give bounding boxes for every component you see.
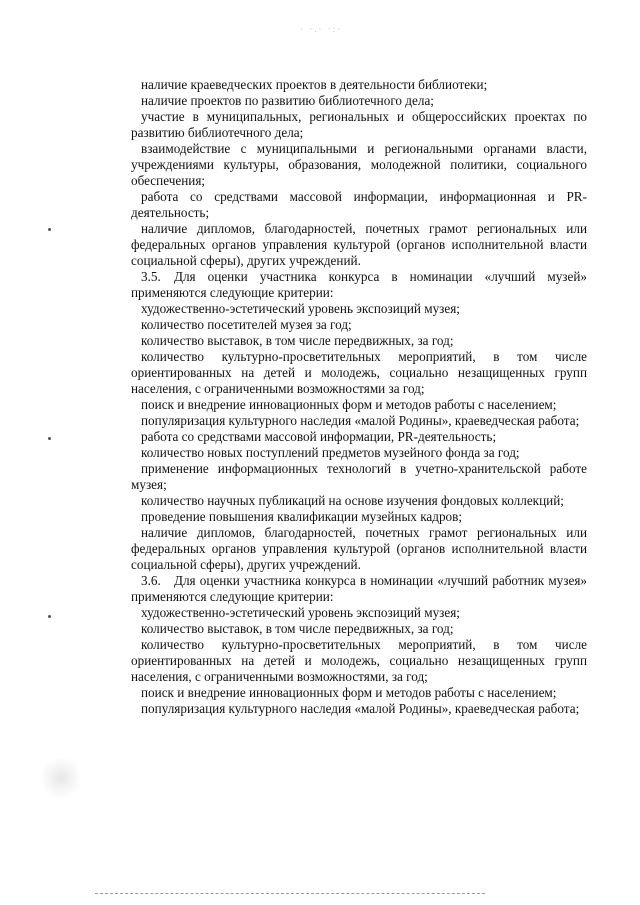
criterion-item: популяризация культурного наследия «малой Родины», краеведческая работа; [141, 701, 580, 716]
criterion-item: наличие краеведческих проектов в деятельности библиотеки; [141, 77, 488, 92]
criterion-item: количество культурно-просветительных мероприятий, в том числе ориентированных на детей и молодежь, социально незащищенных групп населения, с ограниченными возможностями, за год; [131, 637, 587, 684]
criterion-item: применение информационных технологий в учетно-хранительской работе музея; [131, 461, 587, 492]
criterion-item: проведение повышения квалификации музейных кадров; [141, 509, 463, 524]
criterion-item: участие в муниципальных, региональных и общероссийских проектах по развитию библиотечного дела; [131, 109, 587, 140]
criterion-item: поиск и внедрение инновационных форм и методов работы с населением; [141, 685, 557, 700]
document-body [131, 77, 587, 717]
scan-bottom-edge [95, 893, 485, 894]
criterion-item: наличие дипломов, благодарностей, почетных грамот региональных или федеральных органов управления культурой (органов исполнительной власти социальной сферы), других учреждений. [131, 525, 587, 572]
criterion-item: количество выставок, в том числе передвижных, за год; [141, 621, 454, 636]
section-3-6-heading: 3.6. Для оценки участника конкурса в номинации «лучший работник музея» применяются следующие критерии: [131, 573, 587, 604]
criterion-item: работа со средствами массовой информации, информационная и PR-деятельность; [131, 189, 587, 220]
criterion-item: взаимодействие с муниципальными и региональными органами власти, учреждениями культуры, образования, молодежной политики, социального обеспечения; [131, 141, 587, 188]
scan-artifact-top: · ·.· ·:· [300, 24, 343, 34]
binding-hole-mark [48, 615, 51, 618]
scan-smudge [38, 758, 84, 798]
binding-hole-mark [48, 228, 51, 231]
criterion-item: художественно-эстетический уровень экспозиций музея; [141, 301, 460, 316]
criterion-item: работа со средствами массовой информации, PR-деятельность; [141, 429, 497, 444]
criterion-item: наличие дипломов, благодарностей, почетных грамот региональных или федеральных органов управления культурой (органов исполнительной власти социальной сферы), других учреждений. [131, 221, 587, 268]
criterion-item: популяризация культурного наследия «малой Родины», краеведческая работа; [141, 413, 580, 428]
criterion-item: количество культурно-просветительных мероприятий, в том числе ориентированных на детей и молодежь, социально незащищенных групп населения, с ограниченными возможностями за год; [131, 349, 587, 396]
criterion-item: поиск и внедрение инновационных форм и методов работы с населением; [141, 397, 557, 412]
criterion-item: количество новых поступлений предметов музейного фонда за год; [141, 445, 520, 460]
section-3-5-heading: 3.5. Для оценки участника конкурса в номинации «лучший музей» применяются следующие критерии: [131, 269, 587, 300]
criterion-item: художественно-эстетический уровень экспозиций музея; [141, 605, 460, 620]
criterion-item: количество посетителей музея за год; [141, 317, 352, 332]
binding-hole-mark [48, 437, 51, 440]
criterion-item: наличие проектов по развитию библиотечного дела; [141, 93, 434, 108]
criterion-item: количество выставок, в том числе передвижных, за год; [141, 333, 454, 348]
criterion-item: количество научных публикаций на основе изучения фондовых коллекций; [141, 493, 564, 508]
